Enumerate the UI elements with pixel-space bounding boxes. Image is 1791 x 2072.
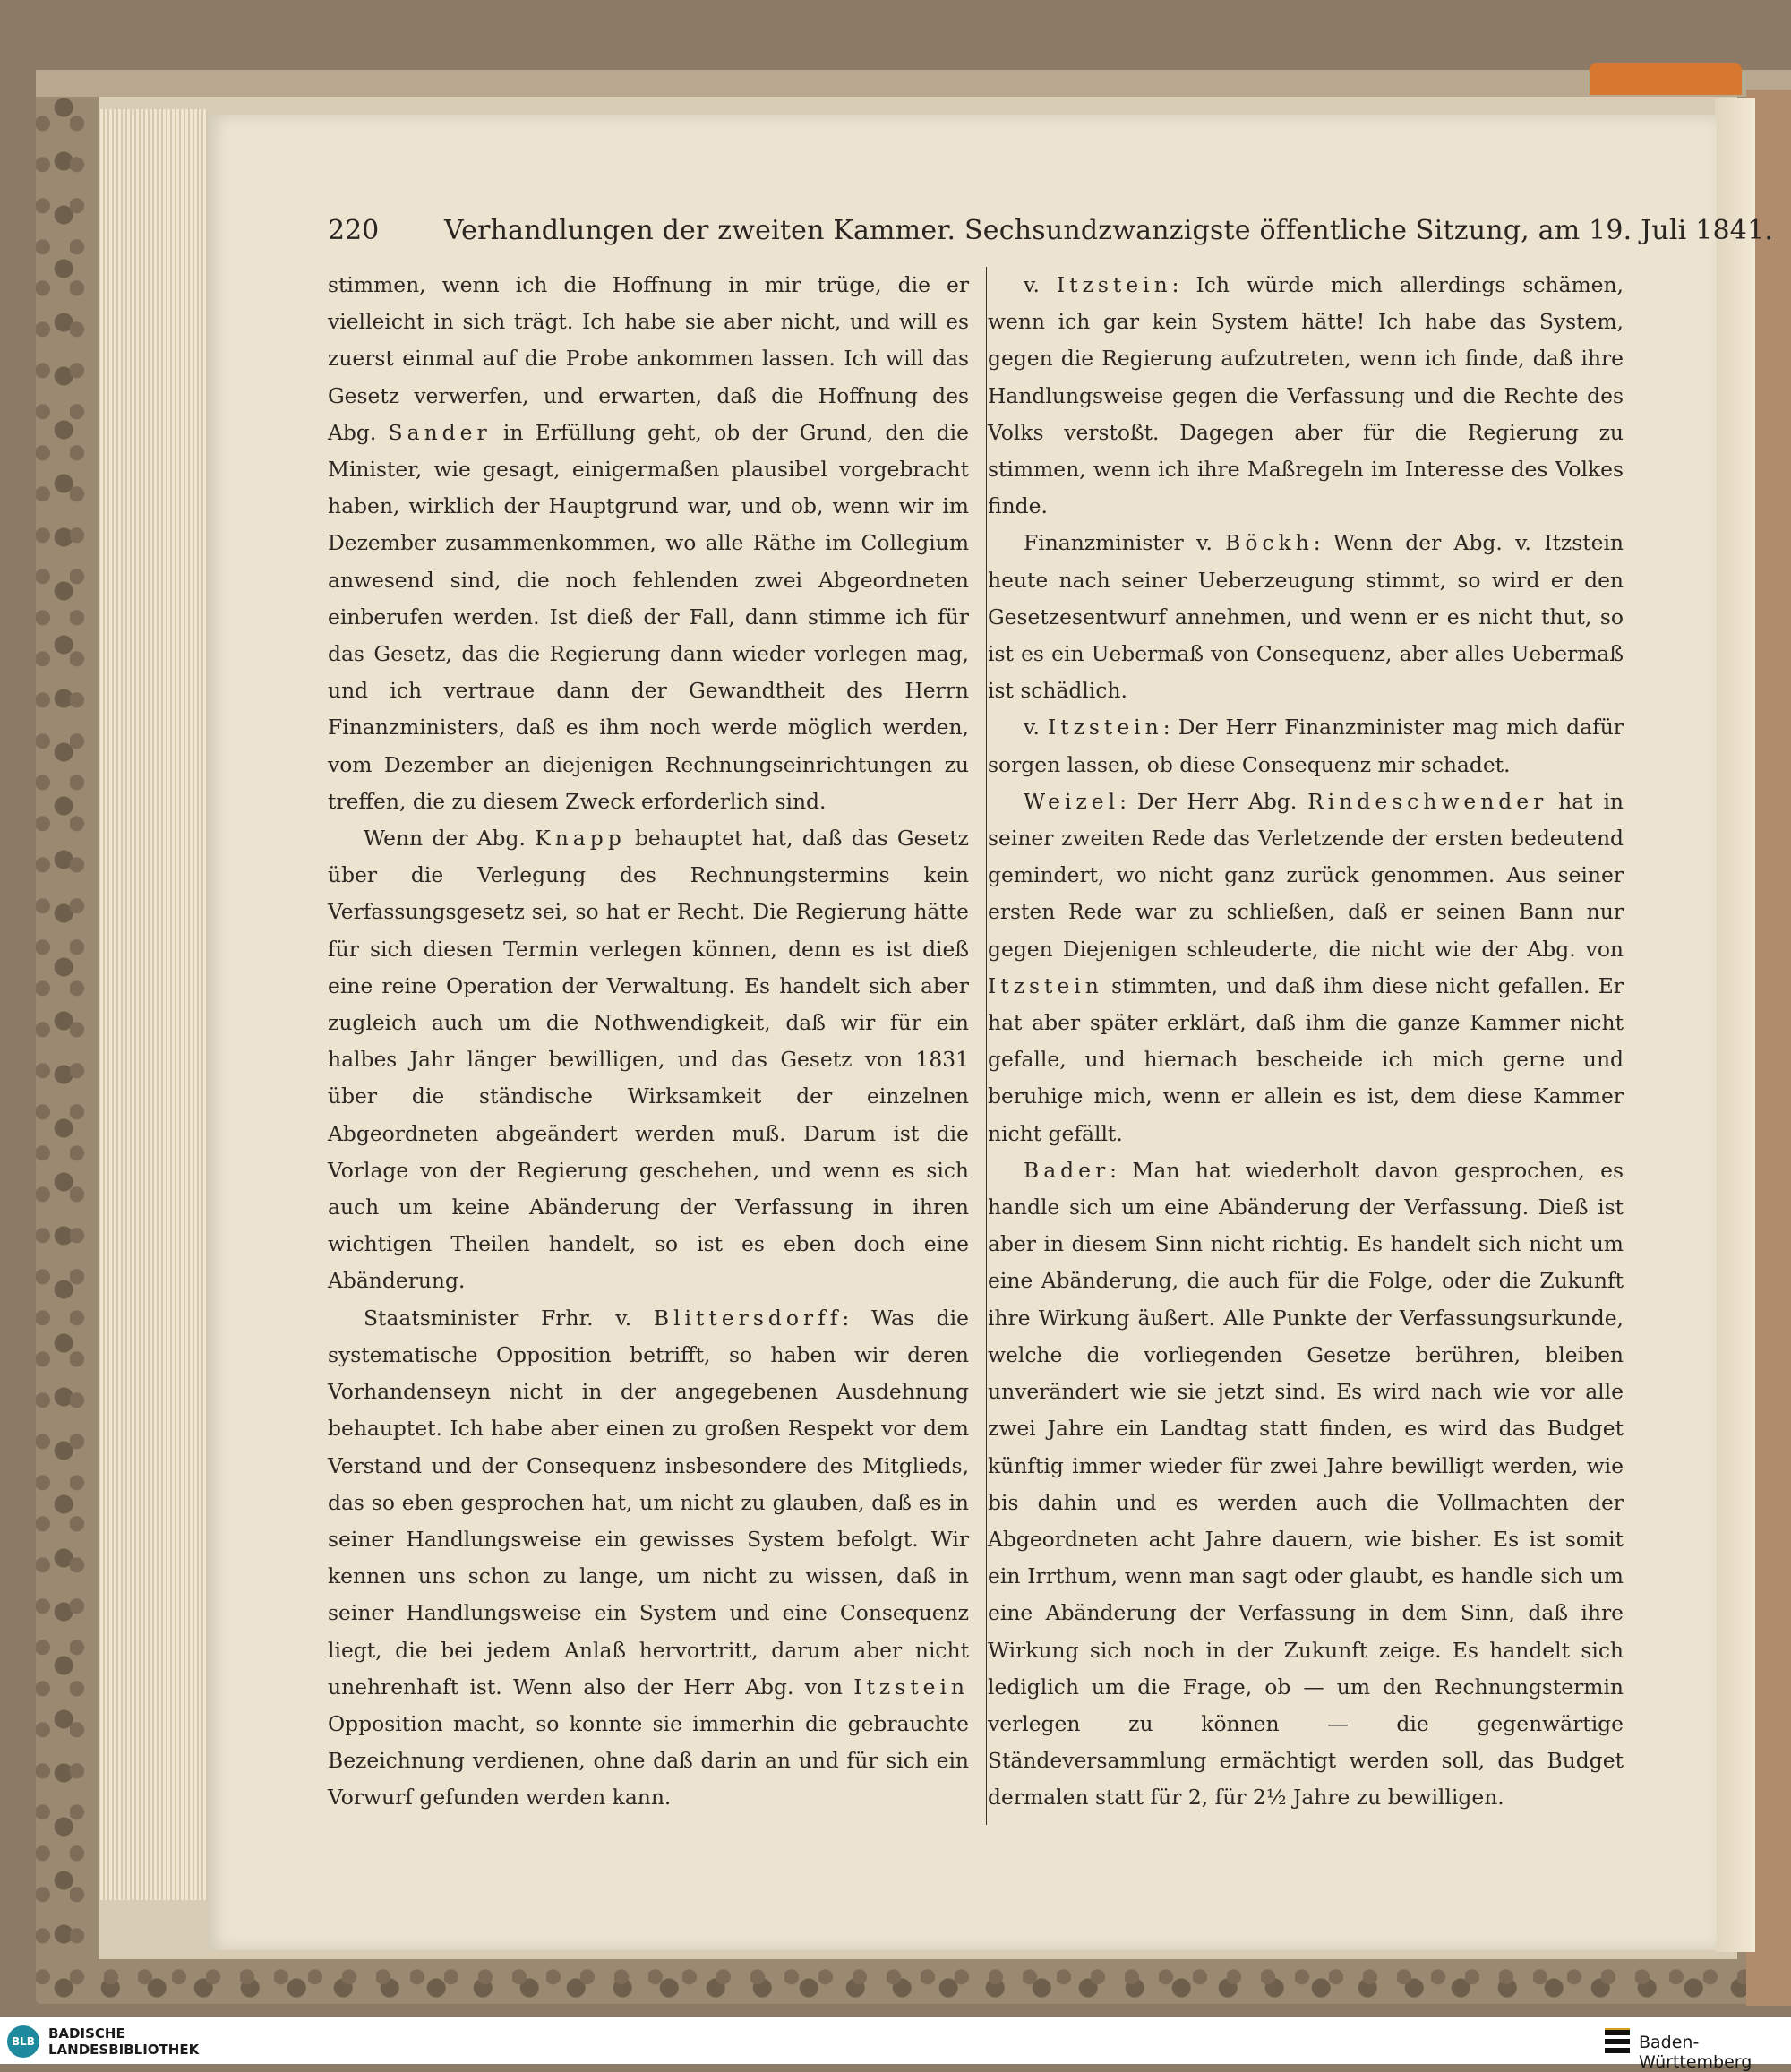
paragraph [988, 783, 1624, 1152]
paragraph-text: : Ich würde mich allerdings schämen, wenn ich gar kein System hätte! Ich habe das System, gegen die Regierung aufzutreten, wenn ich finde, daß ihre Handlungsweise gegen die Verfassung und die Rechte des Volks verstoßt. Dagegen aber für die Regierung zu stimmen, wenn ich ihre Maßregeln im Interesse des Volkes finde. [988, 272, 1624, 519]
cover-rim [36, 70, 1791, 97]
speaker-name: Knapp [535, 826, 626, 852]
paragraph-text: v. [1024, 272, 1057, 297]
paragraph-text: : Wenn der Abg. v. Itzstein heute nach seiner Ueberzeugung stimmt, so wird er den Gesetzesentwurf annehmen, und wenn er es nicht thut, so ist es ein Uebermaß von Consequenz, aber alles Uebermaß ist schädlich. [988, 530, 1624, 704]
paragraph-text: : Was die systematische Opposition betrifft, so haben wir deren Vorhandenseyn nicht in der angegebenen Ausdehnung behauptet. Ich habe aber einen zu großen Respekt vor dem Verstand und der Consequenz insbesondere des Mitglieds, das so eben gesprochen hat, um nicht zu glauben, daß es in seiner Handlungsweise ein gewisses System befolgt. Wir kennen uns schon zu lange, um nicht zu wissen, daß in seiner Handlungsweise ein System und eine Consequenz liegt, die bei jedem Anlaß hervortritt, darum aber nicht unehrenhaft ist. Wenn also der Herr Abg. von [328, 1305, 969, 1700]
library-name-line2: LANDESBIBLIOTHEK [48, 2042, 200, 2058]
column-rule [986, 267, 987, 1825]
paragraph-text: hat in seiner zweiten Rede das Verletzende der ersten bedeutend gemindert, wo nicht ganz zurück genommen. Aus seiner ersten Rede war zu schließen, daß er seinen Bann nur gegen Diejenigen schleuderte, die nicht wie der Abg. von [988, 788, 1624, 962]
baden-wuerttemberg-lions-icon [1603, 2026, 1632, 2057]
speaker-name: Böckh [1225, 530, 1314, 556]
left-text-column [328, 267, 969, 1817]
page-number: 220 [328, 215, 380, 246]
bookmark-band [1590, 63, 1742, 95]
paragraph-text: : Der Herr Abg. [1119, 788, 1308, 814]
right-text-column [988, 267, 1624, 1817]
paragraph-text: Wenn der Abg. [364, 826, 536, 852]
paragraph [988, 709, 1624, 783]
library-name [48, 2025, 281, 2058]
speaker-name: Weizel [1024, 788, 1120, 814]
paragraph [988, 267, 1624, 525]
paragraph [988, 525, 1624, 709]
paragraph-text: : Man hat wiederholt davon gesprochen, es handle sich um eine Abänderung der Verfassung. Dieß ist aber in diesem Sinn nicht richtig. Es handelt sich nicht um eine Abänderung, die auch für die Folge, oder die Zukunft ihre Wirkung äußert. Alle Punkte der Verfassungsurkunde, welche die vorliegenden Gesetze berühren, bleiben unverändert wie sie jetzt sind. Es wird nach wie vor alle zwei Jahre ein Landtag statt finden, es wird das Budget künftig immer wieder für zwei Jahre bewilligt werden, wie bis dahin und es werden auch die Vollmachten der Abgeordneten acht Jahre dauern, wie bisher. Es ist somit ein Irrthum, wenn man sagt oder glaubt, es handle sich um eine Abänderung der Verfassung in dem Sinn, daß ihre Wirkung sich noch in der Zukunft zeige. Es handelt sich lediglich um die Frage, ob — um den Rechnungstermin verlegen zu können — die gegenwärtige Ständeversammlung ermächtigt werden soll, das Budget dermalen statt für 2, für 2½ Jahre zu bewilligen. [988, 1157, 1624, 1811]
speaker-name: Blittersdorff [653, 1305, 843, 1331]
blb-logo-icon: BLB [7, 2025, 39, 2058]
paragraph-text: Opposition macht, so konnte sie immerhin die gebrauchte Bezeichnung verdienen, ohne daß darin an und für sich ein Vorwurf gefunden werden kann. [328, 1710, 969, 1811]
paragraph-text: in Erfüllung geht, ob der Grund, den die Minister, wie gesagt, einigermaßen plausibel vorgebracht haben, wirklich der Hauptgrund war, und ob, wenn wir im Dezember zusammenkommen, wo alle Räthe im Collegium anwesend sind, die noch fehlenden zwei Abgeordneten einberufen werden. Ist dieß der Fall, dann stimme ich für das Gesetz, das die Regierung dann wieder vorlegen mag, und ich vertraue dann der Gewandtheit des Herrn Finanzministers, daß es ihm noch werde möglich werden, vom Dezember an diejenigen Rechnungseinrichtungen zu treffen, die zu diesem Zweck erforderlich sind. [328, 419, 970, 814]
paragraph-text: stimmten, und daß ihm diese nicht gefallen. Er hat aber später erklärt, daß ihm die ganze Kammer nicht gefalle, und hiernach bescheide ich mich gerne und beruhige mich, wenn er allein es ist, dem diese Kammer nicht gefällt. [988, 972, 1624, 1146]
paragraph [328, 267, 969, 820]
paragraph-text: behauptet hat, daß das Gesetz über die Verlegung des Rechnungstermins kein Verfassungsgesetz sei, so hat er Recht. Die Regierung hätte für sich diesen Termin verlegen können, denn es ist dieß eine reine Operation der Verwaltung. Es handelt sich aber zugleich auch um die Nothwendigkeit, daß wir für ein halbes Jahr länger bewilligen, und das Gesetz von 1831 über die ständische Wirksamkeit der einzelnen Abgeordneten abgeändert werden muß. Darum ist die Vorlage von der Regierung geschehen, und wenn es sich auch um keine Abänderung der Verfassung in ihren wichtigen Theilen handelt, so ist es eben doch eine Abänderung. [328, 826, 969, 1294]
facing-page-edge [1715, 98, 1755, 1952]
paragraph-text: v. [1024, 715, 1048, 741]
page-header [328, 215, 1774, 251]
speaker-name: Sander [388, 419, 492, 445]
speaker-name: Rindeschwender [1307, 788, 1548, 814]
running-title: Verhandlungen der zweiten Kammer. Sechsundzwanzigste öffentliche Sitzung, am 19. Juli 1841. [444, 215, 1774, 246]
speaker-name: Itzstein [988, 972, 1103, 998]
speaker-name: Itzstein [1047, 715, 1163, 741]
library-name-line1: BADISCHE [48, 2025, 125, 2042]
paragraph-text: Staatsminister Frhr. v. [364, 1305, 654, 1331]
page-edges [100, 109, 208, 1900]
paragraph-text: Finanzminister v. [1024, 530, 1226, 556]
speaker-name: Bader [1024, 1157, 1110, 1183]
speaker-name: Itzstein [853, 1674, 969, 1700]
paragraph-text: : Der Herr Finanzminister mag mich dafür sorgen lassen, ob diese Consequenz mir schadet. [988, 715, 1624, 777]
state-name: Baden-Württemberg [1639, 2033, 1752, 2072]
paragraph-text: stimmen, wenn ich die Hoffnung in mir trüge, die er vielleicht in sich trägt. Ich habe sie aber nicht, und will es zuerst einmal auf die Probe ankommen lassen. Ich will das Gesetz verwerfen, und erwarten, daß die Hoffnung des Abg. [328, 272, 969, 445]
paragraph [988, 1152, 1624, 1817]
paragraph [328, 820, 969, 1300]
speaker-name: Itzstein [1056, 272, 1172, 297]
paragraph [328, 1300, 969, 1817]
